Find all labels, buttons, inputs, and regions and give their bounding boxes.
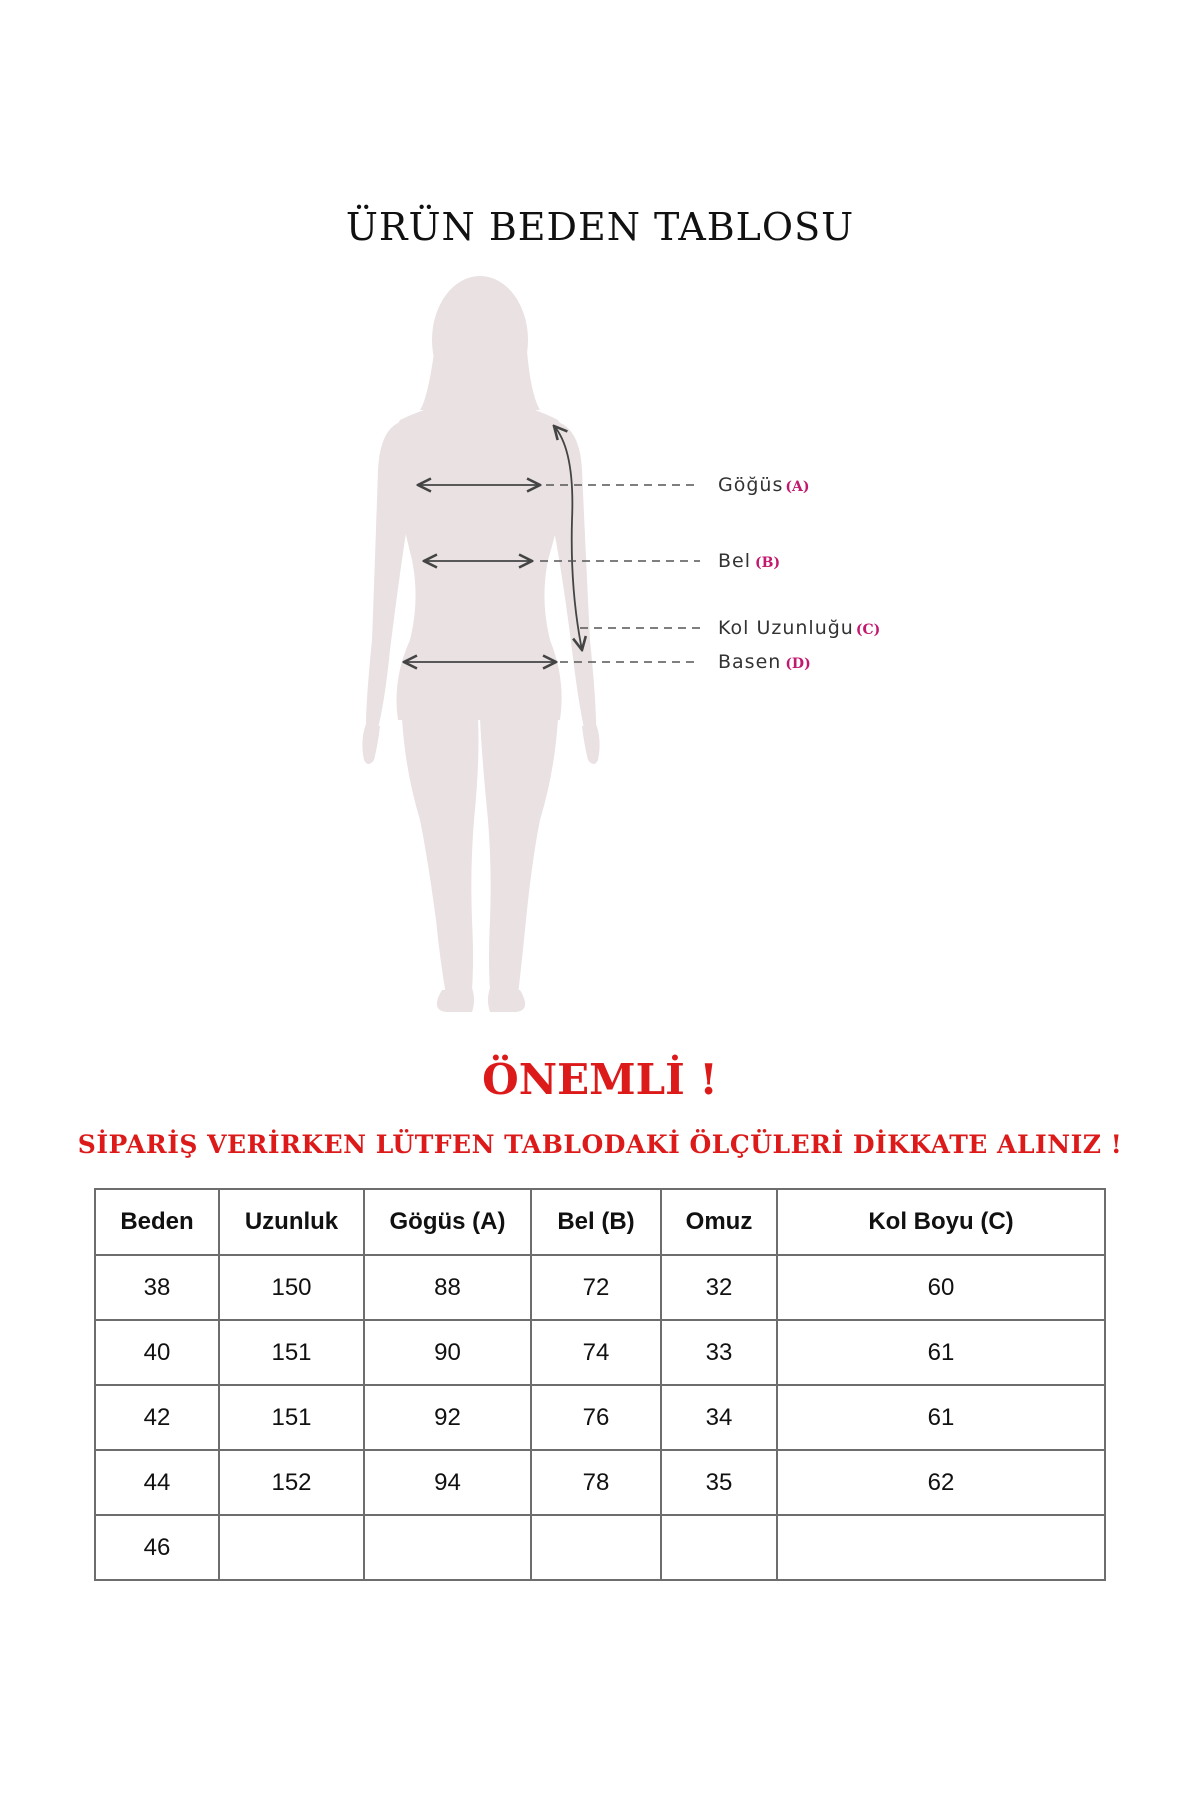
table-row [95, 1385, 1105, 1450]
table-header-row [95, 1189, 1105, 1255]
order-notice: SİPARİŞ VERİRKEN LÜTFEN TABLODAKİ ÖLÇÜLERİ DİKKATE ALINIZ ! [77, 1130, 1123, 1159]
table-cell: 152 [219, 1450, 364, 1515]
table-cell: 38 [95, 1255, 219, 1320]
table-row [95, 1320, 1105, 1385]
table-cell [219, 1515, 364, 1580]
female-silhouette [362, 276, 599, 1012]
table-cell: 78 [531, 1450, 661, 1515]
table-cell: 42 [95, 1385, 219, 1450]
table-cell: 32 [661, 1255, 777, 1320]
table-cell: 151 [219, 1385, 364, 1450]
table-cell: 34 [661, 1385, 777, 1450]
table-cell: 46 [95, 1515, 219, 1580]
page-title: ÜRÜN BEDEN TABLOSU [345, 205, 855, 249]
table-cell [364, 1515, 531, 1580]
table-cell [777, 1515, 1105, 1580]
table-cell [661, 1515, 777, 1580]
column-header-kol-boyu: Kol Boyu (C) [777, 1189, 1105, 1255]
table-cell: 61 [777, 1385, 1105, 1450]
waist-label: Bel (B) [718, 550, 781, 572]
table-cell: 60 [777, 1255, 1105, 1320]
hip-label: Basen (D) [718, 651, 811, 673]
column-header-beden: Beden [95, 1189, 219, 1255]
table-cell: 150 [219, 1255, 364, 1320]
table-cell: 94 [364, 1450, 531, 1515]
table-cell: 62 [777, 1450, 1105, 1515]
table-cell [531, 1515, 661, 1580]
table-row [95, 1255, 1105, 1320]
table-cell: 90 [364, 1320, 531, 1385]
table-row [95, 1515, 1105, 1580]
table-cell: 76 [531, 1385, 661, 1450]
chest-label: Göğüs (A) [718, 474, 810, 496]
table-cell: 61 [777, 1320, 1105, 1385]
column-header-uzunluk: Uzunluk [219, 1189, 364, 1255]
table-cell: 33 [661, 1320, 777, 1385]
table-cell: 72 [531, 1255, 661, 1320]
table-cell: 151 [219, 1320, 364, 1385]
table-cell: 35 [661, 1450, 777, 1515]
size-table [94, 1188, 1106, 1581]
column-header-bel: Bel (B) [531, 1189, 661, 1255]
column-header-omuz: Omuz [661, 1189, 777, 1255]
table-cell: 92 [364, 1385, 531, 1450]
sleeve-length-label: Kol Uzunluğu (C) [718, 617, 881, 639]
table-cell: 44 [95, 1450, 219, 1515]
table-cell: 88 [364, 1255, 531, 1320]
table-cell: 74 [531, 1320, 661, 1385]
table-cell: 40 [95, 1320, 219, 1385]
column-header-gogus: Gögüs (A) [364, 1189, 531, 1255]
table-row [95, 1450, 1105, 1515]
important-heading: ÖNEMLİ ! [482, 1055, 718, 1104]
